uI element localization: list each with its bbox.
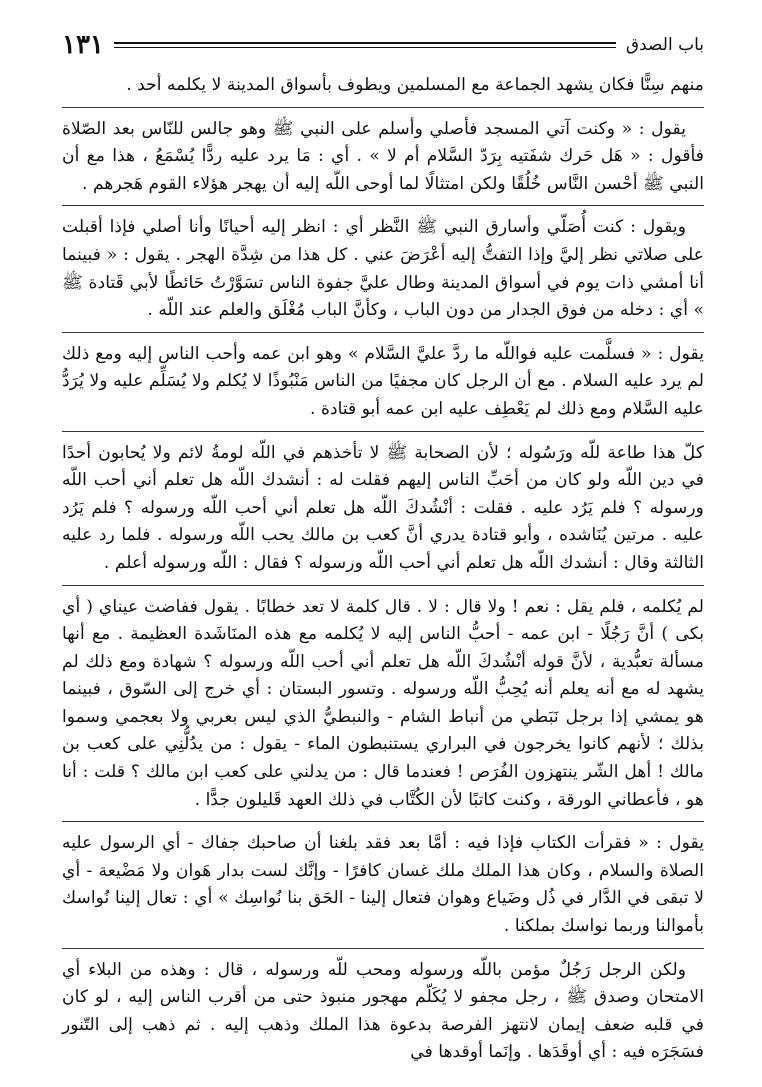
- page-body: [62, 72, 704, 1067]
- paragraph: كلّ هذا طاعة للّه ورَسُوله ؛ لأن الصحابة ﷺ لا تأخذهم في اللّه لومةُ لائم ولا يُحابون أحدًا في دين اللّه ولو كان من أحَبِّ الناس إليهم فقلت له : أنشدك اللّه هل تعلم أني أحب اللّه ورسوله ؟ فلم يَرُد عليه . فقلت : أنْشُدكَ اللّه هل تعلم أني أحب اللّه ورسوله ؟ فلم يَرُد عليه . مرتين يُنَاشده ، وأبو قتادة يدري أنَّ كعب بن مالك يحب اللّه ورسوله . فلما رد عليه الثالثة وقال : أنشدك اللّه هل تعلم أني أحب اللّه ورسوله ؟ فقال : اللّه ورسوله أعلم .: [62, 442, 704, 573]
- page-number: ١٣١: [62, 30, 104, 60]
- paragraph-divider: [62, 821, 704, 822]
- paragraph-divider: [62, 332, 704, 333]
- paragraph-divider: [62, 585, 704, 586]
- paragraph: منهم سِنًّا فكان يشهد الجماعة مع المسلمين ويطوف بأسواق المدينة لا يكلمه أحد .: [126, 75, 704, 95]
- paragraph: لم يُكلمه ، فلم يقل : نعم ! ولا قال : لا . قال كلمة لا تعد خطابًا . يقول ففاضت عيناي ( أي بكى ) أنَّ رَجُلًا - ابن عمه - أحبُّ الناس إليه لا يُكلمه مع هذه المنَاشَدة العظيمة . مع أنها مسألة تعبُّدية ، لأنَّ قوله أنْشُدكَ اللّه هل تعلم أني أحب اللّه ورسوله ؟ شهادة ومع ذلك لم يشهد له مع أنه يعلم أنه يُحِبُّ اللّه ورسوله . وتسور البستان : أي خرج إلى السّوق ، فبينما هو يمشي إذا برجل نَبَطي من أنباط الشام - والنبطيُّ الذي ليس بعربي ولا بعجمي وسموا بذلك ؛ لأنهم كانوا يخرجون في البراري يستنبطون الماء - يقول : من يدُلُّنِي على كعب بن مالك ! أهل الشّر ينتهزون الفُرَص ! فعندما قال : من يدلني على كعب ابن مالك ؟ قلت : أنا هو ، فأعطاني الورقة ، وكنت كاتبًا لأن الكُتَّاب في ذلك العهد قَليلون جدًّا .: [62, 596, 705, 810]
- paragraph-divider: [62, 431, 704, 432]
- header-rule: [114, 42, 616, 48]
- page-header: [62, 28, 704, 62]
- paragraph: يقول : « فقرأت الكتاب فإذا فيه : أمَّا بعد فقد بلغنا أن صاحبك جفاك - أي الرسول عليه الصلاة والسلام ، وكان هذا الملك ملك غسان كافرًا - وإنَّك لست بدار هَوان ولا مَضْيعة - أي لا تبقى في الدَّار في ذُل وضَياع وهوان فتعال إلينا - الحَق بنا نُواسِك » أي : تعال إلينا نُواسك بأموالنا وربما نواسك بملكنا .: [62, 833, 704, 937]
- paragraph: يقول : « وكنت آتي المسجد فأصلي وأسلم على النبي ﷺ وهو جالس للنّاس بعد الصّلاة فأقول : « هَل حَرك شفَتيه بِرَدّ السَّلام أم لا » . أي : مَا يرد عليه ردًّا يُسْمَعُ ، هذا مع أن النبي ﷺ أحْسن النَّاس خُلُقًا ولكن امتثالًا لما أوحى اللّه إليه أن يهجر هؤلاء القوم هَجرهم .: [62, 118, 704, 194]
- paragraph: يقول : « فسلَّمت عليه فواللّه ما ردَّ عليَّ السَّلام » وهو ابن عمه وأحب الناس إليه ومع ذلك لم يرد عليه السلام . مع أن الرجل كان مجفيًا من الناس مَنْبُوذًا لا يُكلم ولا يُسَلِّم عليه ولا يُرَدُّ عليه السَّلام ومع ذلك لم يَعْطِف عليه ابن عمه أبو قتادة .: [62, 343, 704, 419]
- chapter-title: باب الصدق: [625, 35, 704, 55]
- paragraph-divider: [62, 948, 704, 949]
- paragraph: ويقول : كنت أُصَلّي وأسارق النبي ﷺ النَّظر أي : انظر إليه أحيانًا وأنا أصلي فإذا أقبلت على صلاتي نظر إليَّ وإذا التفتُّ إليه أعْرَضَ عني . كل هذا من شِدَّة الهجر . يقول : « فبينما أنا أمشي ذات يوم في أسواق المدينة وطال عليَّ جفوة الناس تسَوَّرْتُ حَائطًا لأبي قَتادة ﷺ » أي : دخله من فوق الجدار من دون الباب ، وكأنَّ الباب مُغْلَق والعلم عند اللّه .: [62, 217, 704, 321]
- paragraph-divider: [62, 205, 704, 206]
- paragraph: ولكن الرجل رَجُلٌ مؤمن باللّه ورسوله ومحب للّه ورسوله ، قال : وهذه من البلاء أي الامتحان وصدق ﷺ ، رجل مجفو لا يُكَلّم مهجور منبوذ حتى من أقرب الناس إليه ، لو كان في قلبه ضعف إيمان لانتهز الفرصة بدعوة هذا الملك وذهب إليه . ثم ذهب إلى التّنور فسَجَرَه فيه : أي أوقَدَها . وإنَما أوقدها في: [62, 959, 704, 1063]
- paragraph-divider: [62, 107, 704, 108]
